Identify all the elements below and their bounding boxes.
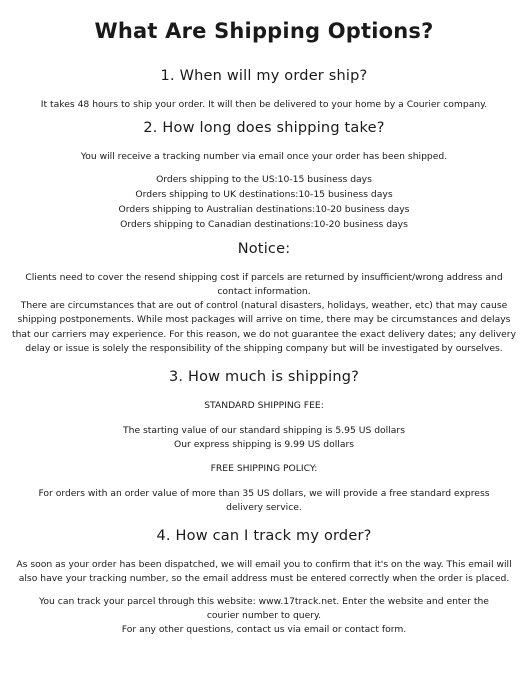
standard-fee-line: The starting value of our standard shipping is 5.95 US dollars bbox=[123, 424, 405, 436]
notice-delays-text: There are circumstances that are out of control (natural disasters, holidays, weather, etc) that may cause shipping postponements. While most packages will arrive on time, there may be circumstances and delays that our carriers may experience. For this reason, we do not guarantee the exact delivery dates; any delivery delay or issue is solely the responsibility of the shipping company but will be investigated by ourselves. bbox=[12, 300, 517, 355]
delivery-time-us: Orders shipping to the US:10-15 business days bbox=[156, 173, 372, 185]
delivery-time-australia: Orders shipping to Australian destinations:10-20 business days bbox=[118, 203, 410, 215]
heading-notice: Notice: bbox=[237, 240, 291, 257]
delivery-time-canada: Orders shipping to Canadian destinations:10-20 business days bbox=[120, 218, 408, 230]
track-website-text: You can track your parcel through this website: www.17track.net. Enter the website and enter the courier number to query. bbox=[39, 595, 489, 622]
express-fee-line: Our express shipping is 9.99 US dollars bbox=[173, 438, 355, 450]
heading-when-ship: 1. When will my order ship? bbox=[160, 68, 368, 84]
tracking-intro-text: You will receive a tracking number via email once your order has been shipped. bbox=[80, 151, 448, 163]
delivery-time-uk: Orders shipping to UK destinations:10-15 business days bbox=[135, 188, 393, 200]
track-contact-text: For any other questions, contact us via email or contact form. bbox=[121, 624, 407, 636]
track-dispatch-text: As soon as your order has been dispatched, we will email you to confirm that it's on the way. This email will also have your tracking number, so the email address must be entered correctly when the order is placed. bbox=[16, 559, 512, 585]
delivery-times-list bbox=[12, 172, 516, 232]
page-title: What Are Shipping Options? bbox=[94, 19, 434, 43]
free-shipping-label: FREE SHIPPING POLICY: bbox=[210, 463, 318, 475]
heading-how-long: 2. How long does shipping take? bbox=[143, 120, 385, 137]
free-shipping-text: For orders with an order value of more than 35 US dollars, we will provide a free standard express delivery service. bbox=[38, 487, 490, 513]
heading-how-much: 3. How much is shipping? bbox=[168, 369, 360, 386]
when-ship-text: It takes 48 hours to ship your order. It will then be delivered to your home by a Courier company. bbox=[40, 99, 488, 110]
notice-resend-text: Clients need to cover the resend shipping cost if parcels are returned by insufficient/wrong address and contact information. bbox=[25, 271, 503, 297]
heading-track-order: 4. How can I track my order? bbox=[156, 528, 372, 545]
standard-fee-label: STANDARD SHIPPING FEE: bbox=[204, 400, 324, 412]
